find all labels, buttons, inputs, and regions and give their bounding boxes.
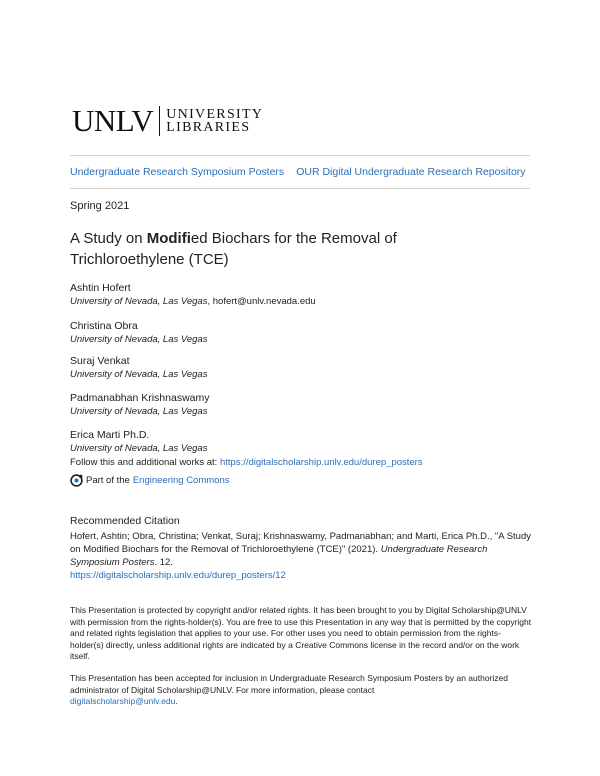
title-part-3: ed Biochars for the Removal of Trichloroethylene (TCE) (70, 230, 397, 268)
commons-network-icon (70, 474, 83, 487)
citation-body: Hofert, Ashtin; Obra, Christina; Venkat, Suraj; Krishnaswamy, Padmanabhan; and Marti, Erica Ph.D., "A Study on Modified Biochars for the Removal of Trichloroethylene (TCE)" (2021). (70, 531, 531, 555)
author-entry (70, 355, 207, 381)
follow-url-link[interactable]: https://digitalscholarship.unlv.edu/durep_posters (219, 457, 423, 468)
unlv-libraries-logo (72, 104, 263, 138)
author-name: Ashtin Hofert (70, 282, 131, 294)
collection-links (70, 155, 530, 189)
author-name: Erica Marti Ph.D. (70, 429, 150, 441)
title-part-1: A Study on (70, 230, 147, 247)
author-affiliation: University of Nevada, Las Vegas (70, 443, 208, 454)
acceptance-end: . (175, 696, 178, 706)
citation-url-link[interactable]: https://digitalscholarship.unlv.edu/durep_posters/12 (70, 570, 286, 581)
citation-series: Undergraduate Research Symposium Posters (70, 544, 488, 568)
citation-number: . 12. (154, 557, 173, 568)
author-affiliation: University of Nevada, Las Vegas (70, 296, 208, 307)
acceptance-text: This Presentation has been accepted for inclusion in Undergraduate Research Symposium Posters by an authorized administrator of Digital Scholarship@UNLV. For more information, please contact (70, 673, 508, 695)
recommended-citation-heading: Recommended Citation (70, 515, 180, 527)
follow-line (70, 457, 423, 468)
author-entry (70, 320, 207, 346)
author-name: Padmanabhan Krishnaswamy (70, 392, 210, 404)
author-affiliation: University of Nevada, Las Vegas (70, 406, 208, 417)
link-undergraduate-research-symposium-posters[interactable]: Undergraduate Research Symposium Posters (70, 166, 285, 178)
citation-block (70, 530, 532, 582)
author-entry (70, 429, 207, 455)
engineering-commons-link[interactable]: Engineering Commons (132, 475, 230, 486)
author-email: , hofert@unlv.nevada.edu (207, 296, 316, 307)
logo-unlv-text: UNLV (72, 103, 154, 138)
author-name: Suraj Venkat (70, 355, 130, 367)
author-affiliation: University of Nevada, Las Vegas (70, 334, 208, 345)
logo-divider (159, 106, 160, 136)
acceptance-notice (70, 673, 532, 708)
page-title (70, 228, 470, 270)
author-affiliation: University of Nevada, Las Vegas (70, 369, 208, 380)
author-name: Christina Obra (70, 320, 138, 332)
follow-text: Follow this and additional works at: (70, 457, 220, 468)
link-our-digital-repository[interactable]: OUR Digital Undergraduate Research Repository (296, 166, 526, 178)
logo-line-libraries: LIBRARIES (166, 120, 251, 135)
author-entry (70, 282, 316, 308)
copyright-notice: This Presentation is protected by copyright and/or related rights. It has been brought to you by Digital Scholarship@UNLV with permission from the rights-holder(s). You are free to use this Presentation in any way that is permitted by the copyright and related rights legislation that applies to your use. For other uses you need to obtain permission from the rights-holder(s) directly, unless additional rights are indicated by a Creative Commons license in the record and/or on the work itself. (70, 605, 532, 661)
logo-libraries-text (166, 108, 263, 134)
author-entry (70, 392, 210, 418)
logo-line-university: UNIVERSITY (166, 107, 264, 122)
contact-email-link[interactable]: digitalscholarship@unlv.edu (70, 696, 176, 706)
part-of-line (70, 474, 229, 487)
publication-date: Spring 2021 (70, 200, 130, 212)
title-part-2: Modifi (146, 230, 191, 247)
part-of-prefix: Part of the (86, 475, 130, 486)
